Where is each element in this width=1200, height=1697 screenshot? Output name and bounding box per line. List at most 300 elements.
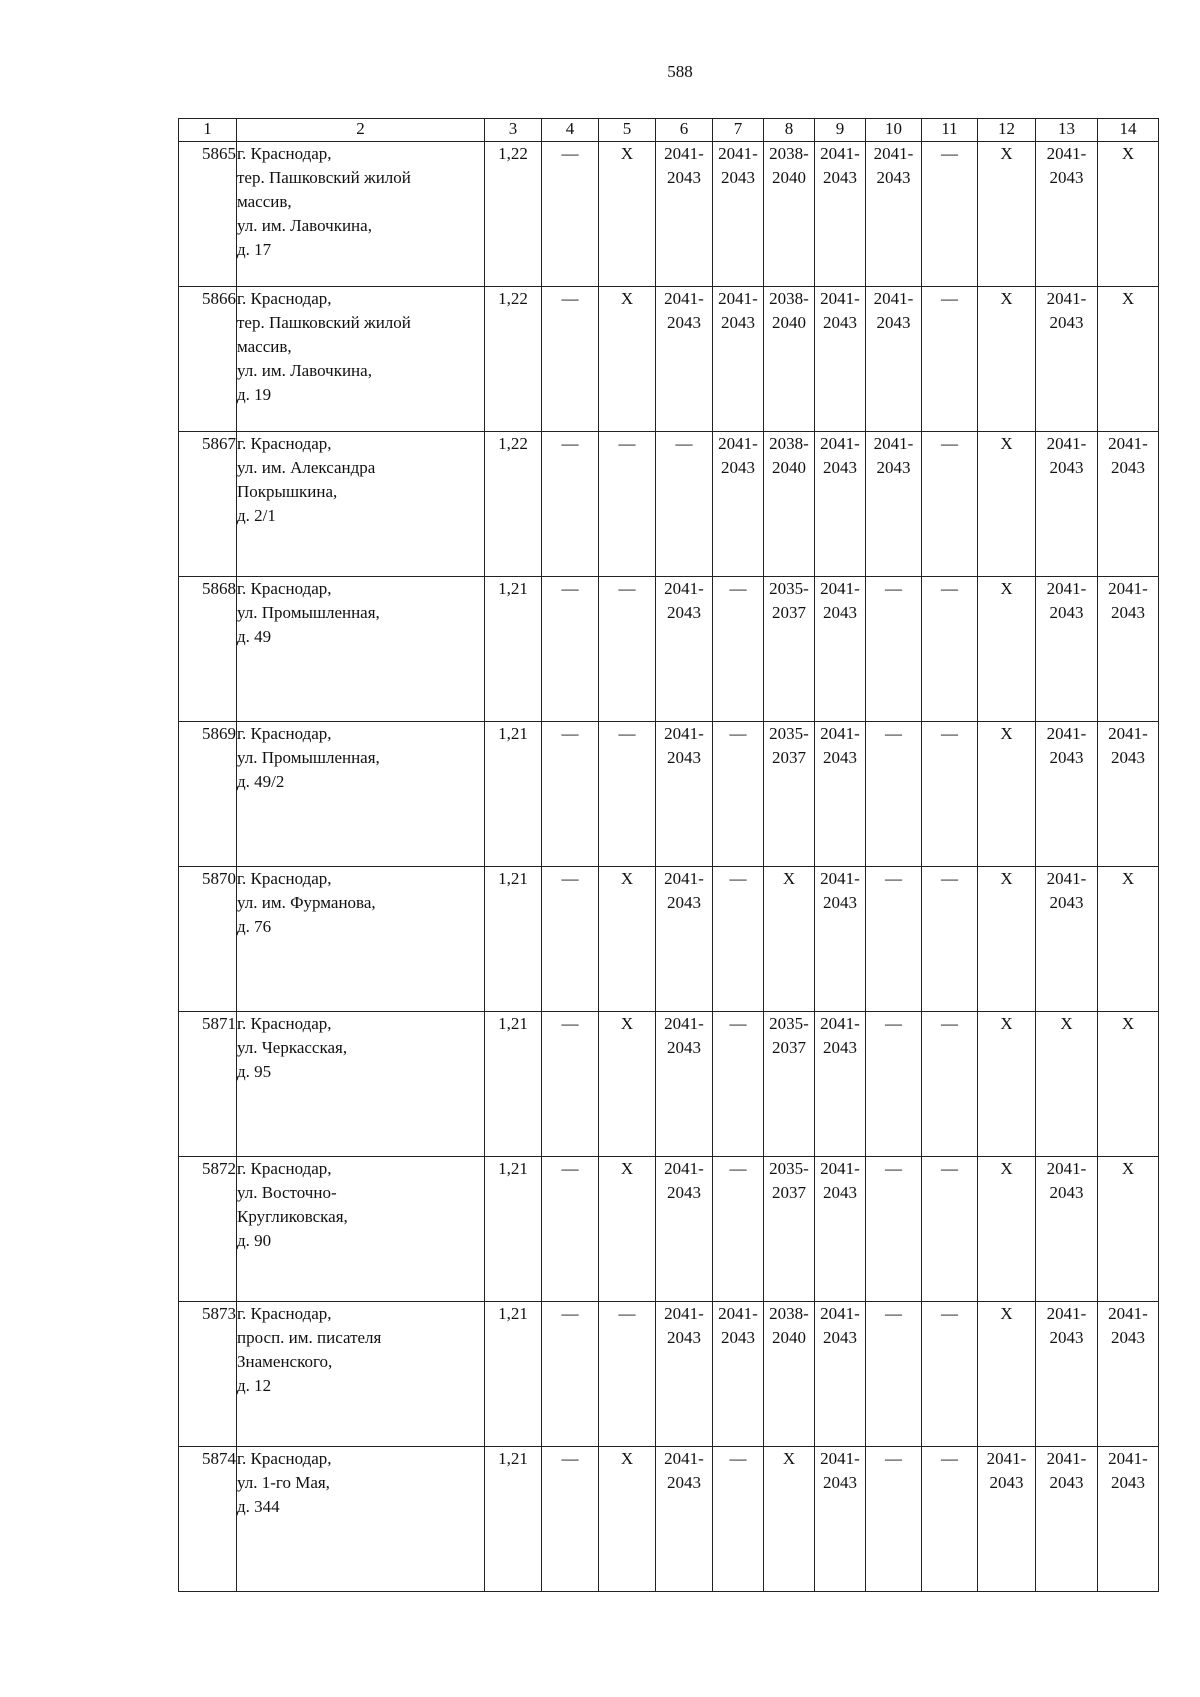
cell-value: 1,21: [498, 724, 528, 743]
address-line: ул. Промышленная,: [237, 748, 380, 767]
value-cell: [1098, 1302, 1159, 1447]
column-header: 2: [237, 119, 485, 142]
cell-value: 2041- 2043: [1108, 1449, 1148, 1492]
value-cell: [656, 1447, 713, 1592]
value-cell: [542, 1012, 599, 1157]
cell-value: —: [729, 724, 747, 743]
value-cell: [978, 1012, 1036, 1157]
value-cell: [764, 432, 815, 577]
value-cell: [485, 287, 542, 432]
value-cell: [764, 1157, 815, 1302]
cell-value: —: [729, 1014, 747, 1033]
address-line: тер. Пашковский жилой: [237, 313, 411, 332]
address-cell: [237, 867, 485, 1012]
address-line: ул. им. Александра: [237, 458, 376, 477]
address-line: д. 2/1: [237, 506, 276, 525]
cell-value: X: [1000, 1304, 1013, 1323]
table-row: [179, 1012, 1159, 1157]
value-cell: [656, 142, 713, 287]
cell-value: 2038- 2040: [769, 1304, 809, 1347]
cell-value: 2041- 2043: [873, 434, 914, 477]
cell-value: —: [561, 1449, 579, 1468]
value-cell: [1036, 1012, 1098, 1157]
value-cell: [866, 287, 922, 432]
cell-value: 2041- 2043: [664, 579, 704, 622]
value-cell: [1036, 722, 1098, 867]
value-cell: [866, 867, 922, 1012]
value-cell: [599, 142, 656, 287]
value-cell: [1036, 1447, 1098, 1592]
cell-value: X: [620, 144, 634, 163]
value-cell: [764, 1012, 815, 1157]
cell-value: 2041- 2043: [820, 724, 860, 767]
value-cell: [815, 867, 866, 1012]
value-cell: [1098, 722, 1159, 867]
value-cell: [485, 1012, 542, 1157]
value-cell: [866, 722, 922, 867]
cell-value: —: [941, 724, 958, 743]
cell-value: X: [620, 1449, 634, 1468]
cell-value: 2041- 2043: [664, 724, 704, 767]
address-line: массив,: [237, 337, 292, 356]
table-body: [179, 142, 1159, 1592]
cell-value: 2041- 2043: [664, 1014, 704, 1057]
value-cell: [1098, 1157, 1159, 1302]
cell-value: —: [941, 1014, 958, 1033]
cell-value: 1,22: [498, 144, 528, 163]
value-cell: [1098, 1447, 1159, 1592]
address-line: г. Краснодар,: [237, 1159, 332, 1178]
column-header: 13: [1036, 119, 1098, 142]
address-line: просп. им. писателя: [237, 1328, 382, 1347]
value-cell: [656, 577, 713, 722]
value-cell: [978, 142, 1036, 287]
address-line: г. Краснодар,: [237, 1014, 332, 1033]
cell-value: —: [941, 1304, 958, 1323]
column-header: 9: [815, 119, 866, 142]
value-cell: [815, 1302, 866, 1447]
value-cell: [815, 722, 866, 867]
value-cell: [713, 1157, 764, 1302]
value-cell: [764, 867, 815, 1012]
record-number: 5874: [179, 1447, 237, 1592]
table-row: [179, 1157, 1159, 1302]
cell-value: 2041- 2043: [718, 1304, 758, 1347]
value-cell: [599, 1157, 656, 1302]
cell-value: —: [941, 434, 958, 453]
cell-value: X: [1000, 434, 1013, 453]
value-cell: [656, 867, 713, 1012]
cell-value: 2041- 2043: [664, 289, 704, 332]
value-cell: [978, 1302, 1036, 1447]
cell-value: —: [729, 1159, 747, 1178]
value-cell: [815, 142, 866, 287]
table-row: [179, 432, 1159, 577]
value-cell: [599, 577, 656, 722]
value-cell: [599, 722, 656, 867]
value-cell: [1098, 432, 1159, 577]
cell-value: X: [1121, 289, 1135, 308]
value-cell: [713, 722, 764, 867]
cell-value: 2041- 2043: [820, 1449, 860, 1492]
value-cell: [485, 867, 542, 1012]
cell-value: 1,21: [498, 579, 528, 598]
value-cell: [485, 1302, 542, 1447]
value-cell: [978, 577, 1036, 722]
cell-value: 2038- 2040: [769, 289, 809, 332]
value-cell: [1098, 287, 1159, 432]
cell-value: —: [561, 724, 579, 743]
cell-value: 2041- 2043: [1046, 434, 1087, 477]
cell-value: —: [941, 579, 958, 598]
address-line: г. Краснодар,: [237, 1449, 332, 1468]
cell-value: —: [561, 579, 579, 598]
value-cell: [1036, 1157, 1098, 1302]
cell-value: 2041- 2043: [664, 144, 704, 187]
register-table: [178, 118, 1159, 1592]
cell-value: 1,21: [498, 1304, 528, 1323]
address-line: д. 90: [237, 1231, 272, 1250]
value-cell: [978, 1157, 1036, 1302]
cell-value: X: [1000, 289, 1013, 308]
address-line: массив,: [237, 192, 292, 211]
cell-value: 2041- 2043: [820, 579, 860, 622]
address-line: г. Краснодар,: [237, 434, 332, 453]
cell-value: 2035- 2037: [769, 724, 809, 767]
value-cell: [866, 1302, 922, 1447]
cell-value: 2041- 2043: [873, 144, 914, 187]
cell-value: —: [561, 1159, 579, 1178]
cell-value: —: [675, 434, 693, 453]
value-cell: [485, 722, 542, 867]
cell-value: X: [1121, 1014, 1135, 1033]
value-cell: [978, 1447, 1036, 1592]
value-cell: [1036, 577, 1098, 722]
cell-value: 2041- 2043: [820, 1014, 860, 1057]
value-cell: [1098, 577, 1159, 722]
column-header: 6: [656, 119, 713, 142]
column-header: 3: [485, 119, 542, 142]
cell-value: X: [620, 869, 634, 888]
value-cell: [922, 432, 978, 577]
table-header: [179, 119, 1159, 142]
cell-value: 2041- 2043: [664, 869, 704, 912]
value-cell: [1036, 287, 1098, 432]
value-cell: [542, 722, 599, 867]
column-header: 1: [179, 119, 237, 142]
value-cell: [656, 722, 713, 867]
cell-value: —: [885, 1304, 902, 1323]
cell-value: 2041- 2043: [1046, 1159, 1087, 1202]
value-cell: [713, 1447, 764, 1592]
cell-value: 2041- 2043: [1046, 289, 1087, 332]
value-cell: [599, 432, 656, 577]
value-cell: [764, 142, 815, 287]
value-cell: [713, 577, 764, 722]
value-cell: [978, 867, 1036, 1012]
record-number: 5865: [179, 142, 237, 287]
value-cell: [922, 722, 978, 867]
value-cell: [713, 867, 764, 1012]
address-line: д. 76: [237, 917, 272, 936]
address-cell: [237, 1447, 485, 1592]
cell-value: 2035- 2037: [769, 579, 809, 622]
address-line: г. Краснодар,: [237, 724, 332, 743]
value-cell: [485, 1157, 542, 1302]
record-number: 5870: [179, 867, 237, 1012]
address-line: г. Краснодар,: [237, 1304, 332, 1323]
value-cell: [656, 1157, 713, 1302]
value-cell: [485, 1447, 542, 1592]
value-cell: [978, 722, 1036, 867]
address-cell: [237, 1012, 485, 1157]
table-row: [179, 1447, 1159, 1592]
cell-value: 2038- 2040: [769, 434, 809, 477]
value-cell: [599, 1302, 656, 1447]
value-cell: [815, 1157, 866, 1302]
value-cell: [542, 1447, 599, 1592]
address-line: д. 49: [237, 627, 272, 646]
value-cell: [599, 1012, 656, 1157]
cell-value: 2041- 2043: [718, 289, 758, 332]
value-cell: [1098, 1012, 1159, 1157]
address-line: ул. им. Фурманова,: [237, 893, 376, 912]
address-line: Покрышкина,: [237, 482, 338, 501]
cell-value: 2041- 2043: [986, 1449, 1027, 1492]
cell-value: —: [561, 1014, 579, 1033]
record-number: 5873: [179, 1302, 237, 1447]
value-cell: [866, 1012, 922, 1157]
value-cell: [922, 287, 978, 432]
cell-value: 2041- 2043: [1108, 1304, 1148, 1347]
record-number: 5868: [179, 577, 237, 722]
address-line: ул. Промышленная,: [237, 603, 380, 622]
cell-value: —: [941, 1159, 958, 1178]
value-cell: [922, 1447, 978, 1592]
value-cell: [815, 287, 866, 432]
cell-value: —: [885, 869, 902, 888]
cell-value: X: [782, 1449, 796, 1468]
address-cell: [237, 432, 485, 577]
cell-value: —: [618, 724, 636, 743]
cell-value: 2041- 2043: [820, 289, 860, 332]
cell-value: X: [1000, 1014, 1013, 1033]
value-cell: [1036, 432, 1098, 577]
value-cell: [866, 577, 922, 722]
value-cell: [866, 142, 922, 287]
cell-value: 2038- 2040: [769, 144, 809, 187]
cell-value: 2041- 2043: [1046, 1449, 1087, 1492]
value-cell: [713, 1012, 764, 1157]
address-line: ул. Черкасская,: [237, 1038, 348, 1057]
value-cell: [764, 1447, 815, 1592]
cell-value: 2041- 2043: [820, 1304, 860, 1347]
cell-value: 1,21: [498, 1449, 528, 1468]
cell-value: X: [620, 1159, 634, 1178]
column-header: 8: [764, 119, 815, 142]
value-cell: [1036, 867, 1098, 1012]
cell-value: —: [618, 579, 636, 598]
record-number: 5869: [179, 722, 237, 867]
value-cell: [1036, 142, 1098, 287]
cell-value: 2041- 2043: [820, 869, 860, 912]
value-cell: [599, 1447, 656, 1592]
cell-value: 2041- 2043: [664, 1304, 704, 1347]
cell-value: —: [885, 1014, 902, 1033]
cell-value: X: [782, 869, 796, 888]
cell-value: —: [885, 724, 902, 743]
value-cell: [542, 1302, 599, 1447]
address-cell: [237, 142, 485, 287]
address-line: д. 17: [237, 240, 272, 259]
address-cell: [237, 722, 485, 867]
cell-value: 1,21: [498, 1159, 528, 1178]
column-header: 11: [922, 119, 978, 142]
value-cell: [922, 867, 978, 1012]
record-number: 5872: [179, 1157, 237, 1302]
column-header: 7: [713, 119, 764, 142]
value-cell: [542, 577, 599, 722]
value-cell: [978, 432, 1036, 577]
cell-value: X: [620, 289, 634, 308]
table-row: [179, 722, 1159, 867]
cell-value: 2041- 2043: [1108, 434, 1148, 477]
cell-value: X: [1121, 144, 1135, 163]
cell-value: 2041- 2043: [718, 434, 758, 477]
cell-value: —: [941, 144, 958, 163]
value-cell: [713, 142, 764, 287]
address-line: ул. 1-го Мая,: [237, 1473, 330, 1492]
cell-value: 2041- 2043: [820, 434, 860, 477]
record-number: 5867: [179, 432, 237, 577]
address-line: д. 19: [237, 385, 272, 404]
cell-value: —: [885, 1449, 902, 1468]
value-cell: [713, 432, 764, 577]
cell-value: —: [618, 1304, 636, 1323]
cell-value: X: [1060, 1014, 1073, 1033]
value-cell: [485, 577, 542, 722]
cell-value: X: [620, 1014, 634, 1033]
address-line: г. Краснодар,: [237, 869, 332, 888]
cell-value: 2041- 2043: [1046, 1304, 1087, 1347]
column-header: 10: [866, 119, 922, 142]
address-line: г. Краснодар,: [237, 144, 332, 163]
address-cell: [237, 1157, 485, 1302]
cell-value: X: [1121, 869, 1135, 888]
address-line: ул. им. Лавочкина,: [237, 361, 372, 380]
value-cell: [922, 1302, 978, 1447]
value-cell: [542, 287, 599, 432]
table-row: [179, 577, 1159, 722]
cell-value: 2041- 2043: [1046, 869, 1087, 912]
value-cell: [542, 867, 599, 1012]
value-cell: [866, 432, 922, 577]
value-cell: [599, 867, 656, 1012]
table-row: [179, 867, 1159, 1012]
value-cell: [542, 432, 599, 577]
cell-value: 1,22: [498, 434, 528, 453]
cell-value: 2041- 2043: [664, 1159, 704, 1202]
value-cell: [656, 1012, 713, 1157]
cell-value: 2041- 2043: [820, 144, 860, 187]
value-cell: [815, 1447, 866, 1592]
address-line: г. Краснодар,: [237, 579, 332, 598]
address-line: тер. Пашковский жилой: [237, 168, 411, 187]
cell-value: —: [941, 1449, 958, 1468]
cell-value: —: [729, 579, 747, 598]
cell-value: —: [618, 434, 636, 453]
address-cell: [237, 1302, 485, 1447]
address-line: ул. им. Лавочкина,: [237, 216, 372, 235]
cell-value: —: [729, 1449, 747, 1468]
cell-value: 2035- 2037: [769, 1159, 809, 1202]
cell-value: —: [885, 579, 902, 598]
value-cell: [764, 1302, 815, 1447]
address-line: Знаменского,: [237, 1352, 333, 1371]
value-cell: [922, 142, 978, 287]
page-number: 588: [667, 62, 693, 81]
address-cell: [237, 577, 485, 722]
value-cell: [485, 142, 542, 287]
cell-value: —: [941, 289, 958, 308]
address-line: д. 95: [237, 1062, 272, 1081]
cell-value: X: [1000, 869, 1013, 888]
cell-value: —: [941, 869, 958, 888]
address-line: ул. Восточно-: [237, 1183, 337, 1202]
column-header: 14: [1098, 119, 1159, 142]
cell-value: 1,21: [498, 869, 528, 888]
cell-value: 1,21: [498, 1014, 528, 1033]
cell-value: 2041- 2043: [1108, 724, 1148, 767]
value-cell: [815, 577, 866, 722]
cell-value: —: [561, 869, 579, 888]
value-cell: [815, 1012, 866, 1157]
cell-value: X: [1000, 724, 1013, 743]
value-cell: [922, 1012, 978, 1157]
value-cell: [542, 142, 599, 287]
cell-value: X: [1000, 1159, 1013, 1178]
value-cell: [1098, 867, 1159, 1012]
cell-value: —: [885, 1159, 902, 1178]
cell-value: X: [1000, 144, 1013, 163]
cell-value: —: [561, 434, 579, 453]
table-row: [179, 142, 1159, 287]
cell-value: 2041- 2043: [664, 1449, 704, 1492]
cell-value: 2041- 2043: [1046, 579, 1087, 622]
value-cell: [1098, 142, 1159, 287]
cell-value: —: [561, 289, 579, 308]
address-line: Кругликовская,: [237, 1207, 348, 1226]
value-cell: [1036, 1302, 1098, 1447]
table-row: [179, 1302, 1159, 1447]
record-number: 5871: [179, 1012, 237, 1157]
column-header: 5: [599, 119, 656, 142]
cell-value: 2035- 2037: [769, 1014, 809, 1057]
value-cell: [922, 1157, 978, 1302]
value-cell: [866, 1447, 922, 1592]
value-cell: [764, 287, 815, 432]
value-cell: [656, 1302, 713, 1447]
cell-value: 2041- 2043: [718, 144, 758, 187]
cell-value: 2041- 2043: [1046, 144, 1087, 187]
value-cell: [656, 287, 713, 432]
cell-value: 2041- 2043: [1108, 579, 1148, 622]
value-cell: [599, 287, 656, 432]
value-cell: [922, 577, 978, 722]
record-number: 5866: [179, 287, 237, 432]
value-cell: [764, 722, 815, 867]
table-row: [179, 287, 1159, 432]
